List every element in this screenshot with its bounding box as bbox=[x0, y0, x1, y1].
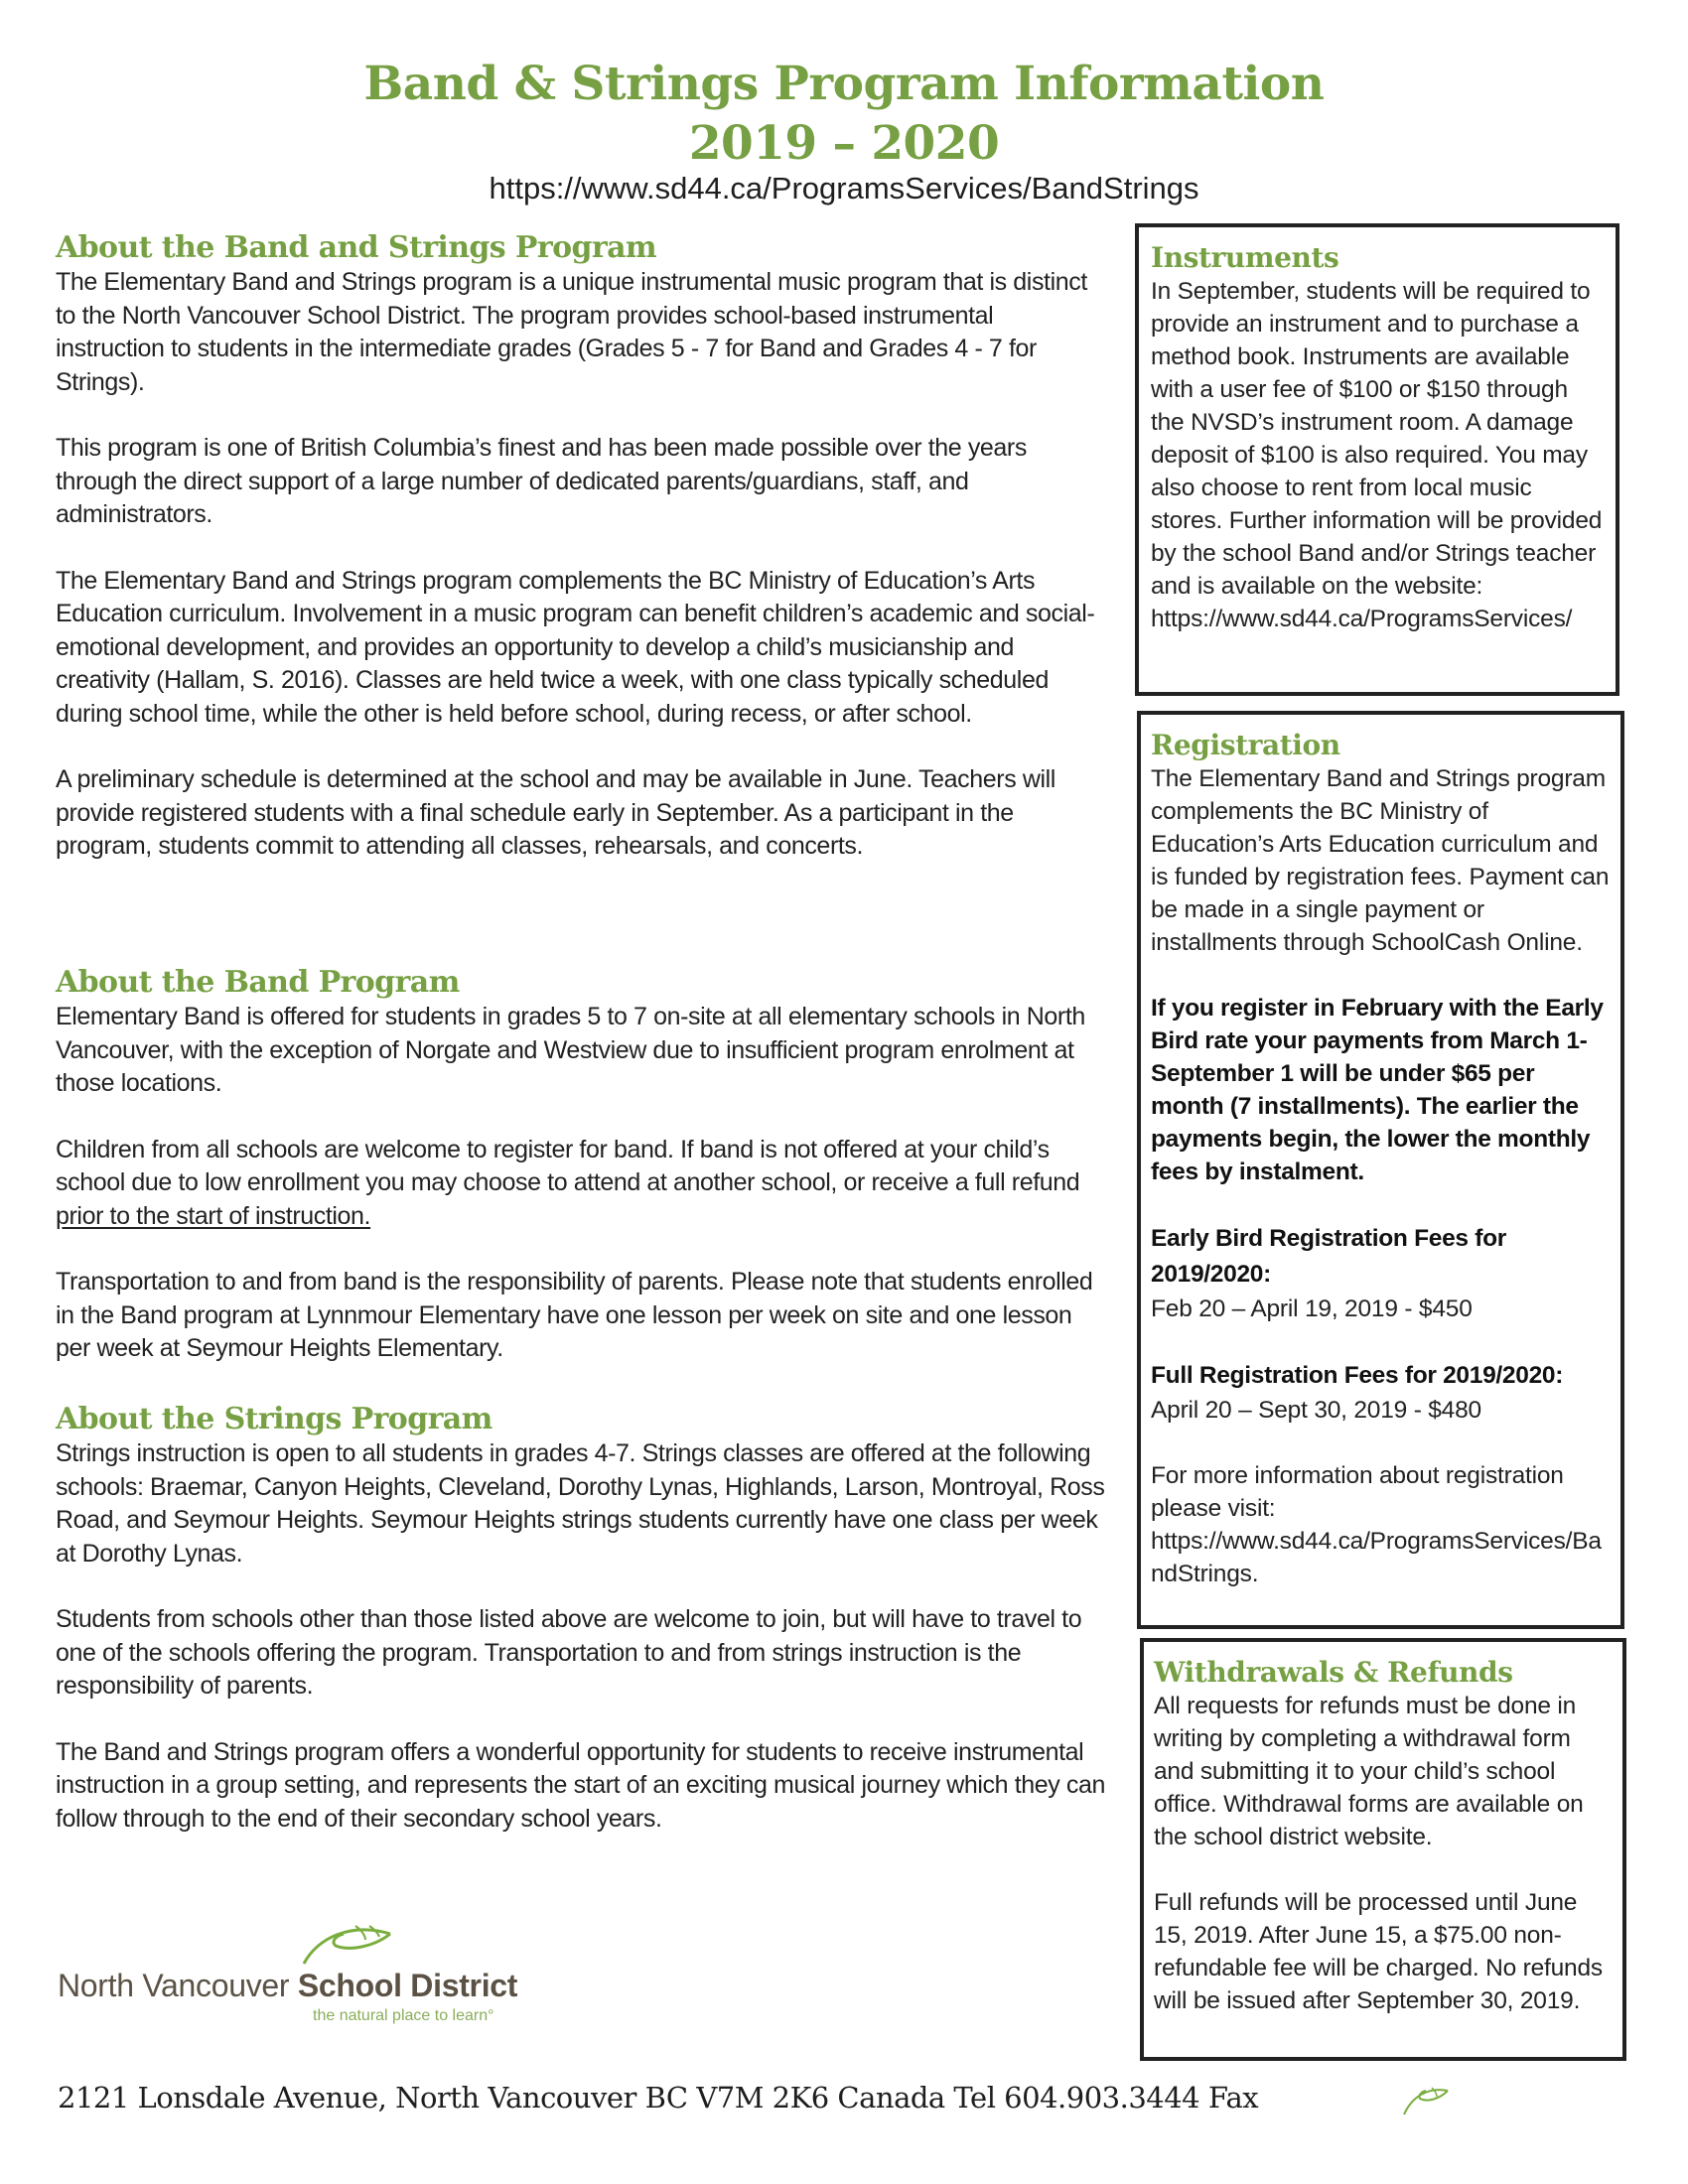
box-heading: Instruments bbox=[1151, 241, 1339, 274]
leaf-icon bbox=[1398, 2079, 1458, 2118]
logo-tagline: the natural place to learn° bbox=[313, 2007, 494, 2024]
paragraph-text: Children from all schools are welcome to register for band. If band is not offered at your child’s school due to low enrollment you may choose to attend at another school, or receive a full refund bbox=[56, 1135, 1080, 1196]
page-title bbox=[0, 55, 1688, 174]
paragraph: The Elementary Band and Strings program is a unique instrumental music program that is distinct to the North Vancouver School District. The program provides school-based instrumental instruction to students in the intermediate grades (Grades 5 - 7 for Band and Grades 4 - 7 for Strings). bbox=[56, 268, 1087, 396]
leaf-icon bbox=[296, 1916, 415, 1966]
instruments-box bbox=[1135, 223, 1619, 696]
paragraph: A preliminary schedule is determined at the school and may be available in June. Teachers will provide registered students with a final schedule early in September. As a participant in the program, students commit to attending all classes, rehearsals, and concerts. bbox=[56, 765, 1055, 860]
underlined-text: prior to the start of instruction. bbox=[56, 1201, 371, 1230]
footer-address: 2121 Lonsdale Avenue, North Vancouver BC V7M 2K6 Canada Tel 604.903.3444 Fax bbox=[58, 2081, 1259, 2115]
box-heading: Withdrawals & Refunds bbox=[1154, 1656, 1513, 1689]
logo-name-bold: School District bbox=[297, 1968, 518, 2003]
fee-line-full: April 20 – Sept 30, 2019 - $480 bbox=[1151, 1397, 1481, 1424]
section-about-program bbox=[56, 230, 1108, 864]
box-heading: Registration bbox=[1151, 729, 1340, 761]
withdrawals-box bbox=[1140, 1638, 1626, 2061]
section-about-strings bbox=[56, 1402, 1108, 1836]
logo-name-light: North Vancouver bbox=[58, 1968, 298, 2003]
box-text: In September, students will be required to provide an instrument and to purchase a method book. Instruments are available with a user fee of $100 or $150 through the NVSD’s instrument room. A damage deposit of $100 is also required. You may also choose to rent from local music stores. Further information will be provided by the school Band and/or Strings teacher and is available on the website: https://www.sd44.ca/ProgramsServices/ bbox=[1151, 278, 1603, 632]
registration-box bbox=[1137, 711, 1624, 1629]
early-bird-note: If you register in February with the Early Bird rate your payments from March 1- September 1 will be under $65 per month (7 installments). The earlier the payments begin, the lower the monthly fees by instalment. bbox=[1151, 995, 1604, 1185]
paragraph: The Band and Strings program offers a wonderful opportunity for students to receive instrumental instruction in a group setting, and represents the start of an exciting musical journey which they can follow through to the end of their secondary school years. bbox=[56, 1737, 1106, 1833]
section-about-band bbox=[56, 965, 1108, 1366]
box-text: All requests for refunds must be done in writing by completing a withdrawal form and submitting it to your child’s school office. Withdrawal forms are available on the school district website. bbox=[1154, 1693, 1584, 1850]
box-text: Full refunds will be processed until June 15, 2019. After June 15, a $75.00 non-refundable fee will be charged. No refunds will be issued after September 30, 2019. bbox=[1154, 1889, 1603, 2014]
paragraph: Strings instruction is open to all students in grades 4-7. Strings classes are offered at the following schools: Braemar, Canyon Heights, Cleveland, Dorothy Lynas, Highlands, Larson, Montroyal, Ross Road, and Seymour Heights. Seymour Heights strings students currently have one class per week at Dorothy Lynas. bbox=[56, 1439, 1105, 1568]
section-heading: About the Band Program bbox=[56, 965, 460, 1000]
paragraph: The Elementary Band and Strings program complements the BC Ministry of Education’s Arts Education curriculum. Involvement in a music program can benefit children’s academic and social-emotional development, and provides an opportunity to develop a child’s musicianship and creativity (Hallam, S. 2016). Classes are held twice a week, with one class typically scheduled during school time, while the other is held before school, during recess, or after school. bbox=[56, 566, 1095, 728]
fee-line-early-bird: Feb 20 – April 19, 2019 - $450 bbox=[1151, 1296, 1473, 1322]
section-heading: About the Band and Strings Program bbox=[56, 230, 657, 265]
more-info-text: For more information about registration please visit: https://www.sd44.ca/ProgramsServices/BandStrings. bbox=[1151, 1462, 1602, 1587]
logo-text bbox=[58, 1968, 517, 2004]
paragraph bbox=[56, 1134, 1108, 1234]
fee-label-early-bird: Early Bird Registration Fees for 2019/2020: bbox=[1151, 1225, 1506, 1288]
program-url[interactable]: https://www.sd44.ca/ProgramsServices/BandStrings bbox=[489, 171, 1199, 205]
paragraph: This program is one of British Columbia’s finest and has been made possible over the years through the direct support of a large number of dedicated parents/guardians, staff, and administrators. bbox=[56, 434, 1027, 528]
district-logo bbox=[58, 1916, 574, 2025]
paragraph: Transportation to and from band is the responsibility of parents. Please note that students enrolled in the Band program at Lynnmour Elementary have one lesson per week on site and one lesson per week at Seymour Heights Elementary. bbox=[56, 1268, 1093, 1362]
fee-label-full: Full Registration Fees for 2019/2020: bbox=[1151, 1362, 1564, 1389]
title-line-1: Band & Strings Program Information bbox=[363, 57, 1325, 111]
section-heading: About the Strings Program bbox=[56, 1402, 492, 1436]
box-text: The Elementary Band and Strings program complements the BC Ministry of Education’s Arts Education curriculum and is funded by registration fees. Payment can be made in a single payment or installments through SchoolCash Online. bbox=[1151, 765, 1610, 956]
title-line-2: 2019 – 2020 bbox=[688, 116, 1000, 171]
paragraph: Students from schools other than those listed above are welcome to join, but will have to travel to one of the schools offering the program. Transportation to and from strings instruction is the responsibility of parents. bbox=[56, 1605, 1082, 1700]
paragraph: Elementary Band is offered for students in grades 5 to 7 on-site at all elementary schools in North Vancouver, with the exception of Norgate and Westview due to insufficient program enrolment at those locations. bbox=[56, 1003, 1085, 1097]
